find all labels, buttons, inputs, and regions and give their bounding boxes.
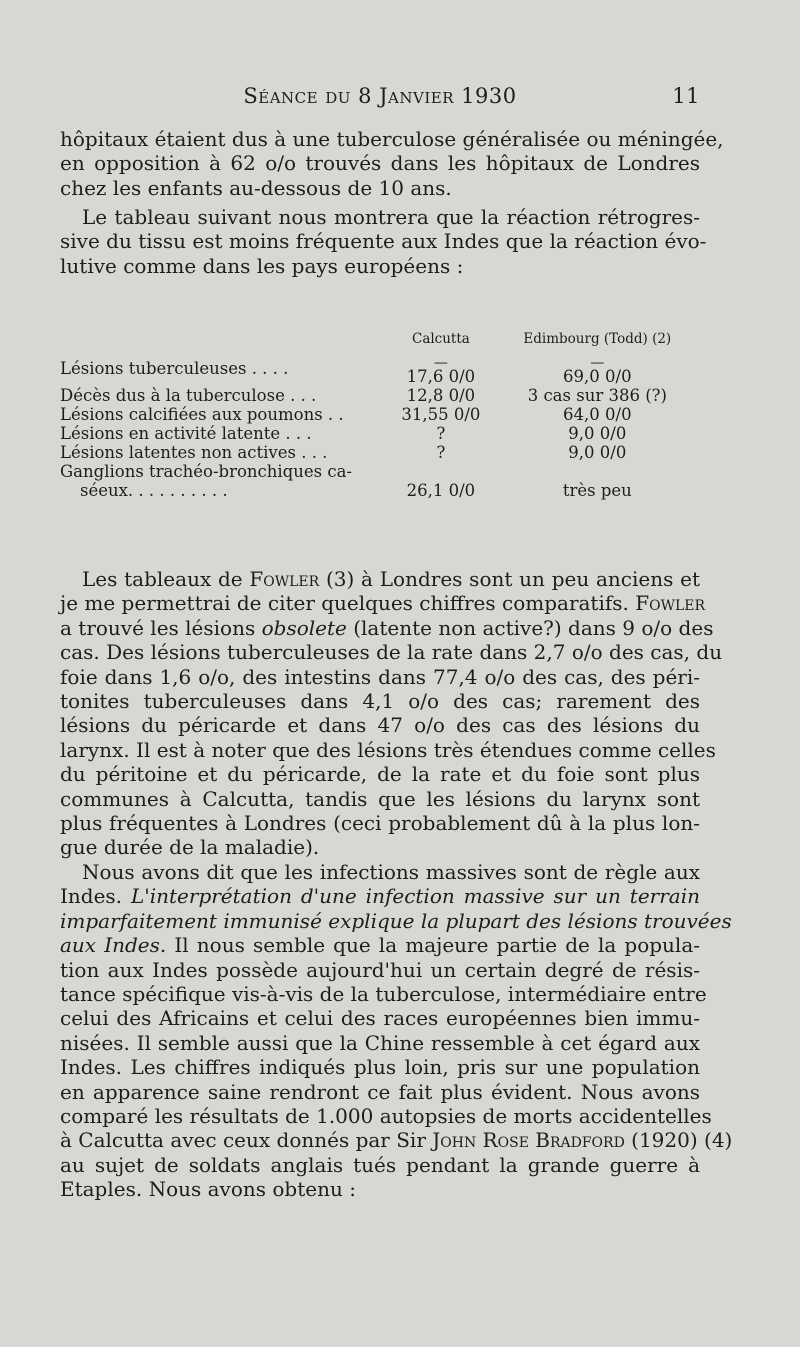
value-edimbourg: 64,0 0/0 (563, 405, 632, 424)
text-run: (1920) (4) (624, 1128, 733, 1153)
row-label: Lésions calcifiées aux poumons . . (60, 405, 344, 424)
paragraph-1 (60, 127, 724, 200)
text-line (60, 591, 706, 616)
value-calcutta (387, 462, 494, 481)
paragraph-3 (60, 567, 723, 860)
table-row (60, 462, 700, 481)
text-line: en apparence saine rendront ce fait plus évident. Nous avons (60, 1079, 700, 1104)
text-line: larynx. Il est à noter que des lésions très étendues comme celles (60, 737, 716, 762)
running-title: Séance du 8 Janvier 1930 (243, 84, 517, 108)
text-line: Indes. Les chiffres indiqués plus loin, pris sur une population (60, 1055, 700, 1080)
text-run: Indes. (60, 884, 131, 909)
text-line (60, 884, 700, 908)
value-edimbourg: 9,0 0/0 (568, 424, 627, 443)
row-label: Lésions en activité latente . . . (60, 424, 312, 443)
text-line: communes à Calcutta, tandis que les lésions du larynx sont (60, 786, 700, 811)
table-row (60, 405, 700, 424)
column-header-edimbourg: Edimbourg (Todd) (2) (523, 331, 672, 347)
text-line: nisées. Il semble aussi que la Chine ressemble à cet égard aux (60, 1030, 700, 1055)
row-label: Lésions latentes non actives . . . (60, 443, 328, 462)
value-calcutta: 26,1 0/0 (406, 481, 476, 500)
italic-text: aux Indes. (60, 933, 167, 958)
text-line: comparé les résultats de 1.000 autopsies de morts accidentelles (60, 1104, 712, 1129)
value-edimbourg: 3 cas sur 386 (?) (527, 386, 667, 405)
text-line: en opposition à 62 o/o trouvés dans les hôpitaux de Londres (60, 151, 700, 176)
text-line: au sujet de soldats anglais tués pendant la grande guerre à (60, 1152, 700, 1177)
text-line: lutive comme dans les pays européens : (60, 253, 464, 278)
value-edimbourg (495, 462, 700, 481)
row-label: Ganglions trachéo-bronchiques ca- (60, 462, 353, 481)
text-run: à Calcutta avec ceux donnés par Sir (60, 1128, 433, 1153)
text-line (60, 615, 714, 640)
page-number: 11 (672, 84, 700, 108)
text-line: tonites tuberculeuses dans 4,1 o/o des cas; rarement des (60, 689, 700, 714)
value-calcutta: 17,6 0/0 (406, 367, 476, 386)
text-line: imparfaitement immunisé explique la plupart des lésions trouvées (60, 908, 732, 933)
text-line: gue durée de la maladie). (60, 835, 320, 860)
text-line (60, 933, 700, 957)
text-line (60, 567, 700, 591)
dash-edimbourg: — (590, 355, 605, 371)
text-line: Le tableau suivant nous montrera que la réaction rétrogres- (82, 205, 700, 229)
value-calcutta: ? (436, 424, 446, 443)
paragraph-2 (60, 205, 707, 278)
text-run: je me permettrai de citer quelques chiffres comparatifs. (60, 591, 636, 616)
text-line (60, 1128, 733, 1153)
author-name: Fowler (635, 591, 706, 616)
value-edimbourg: 9,0 0/0 (568, 443, 627, 462)
table-row (60, 481, 700, 500)
italic-term: obsolete (261, 615, 347, 640)
text-line: du péritoine et du péricarde, de la rate et du foie sont plus (60, 762, 700, 787)
value-calcutta: 12,8 0/0 (406, 386, 476, 405)
table-row (60, 359, 700, 386)
text-line: plus fréquentes à Londres (ceci probablement dû à la plus lon- (60, 811, 700, 836)
text-line: sive du tissu est moins fréquente aux Indes que la réaction évo- (60, 229, 707, 254)
italic-text: L'interprétation d'une infection massive sur un terrain (130, 884, 700, 909)
value-edimbourg: 69,0 0/0 (563, 367, 632, 386)
row-label: séeux. . . . . . . . . . (80, 481, 228, 500)
text-run: (3) à Londres sont un peu anciens et (319, 567, 700, 591)
text-line: hôpitaux étaient dus à une tuberculose généralisée ou méningée, (60, 127, 724, 151)
text-line: celui des Africains et celui des races européennes bien immu- (60, 1006, 700, 1031)
table-row (60, 386, 700, 405)
dash-calcutta: — (433, 355, 448, 371)
value-calcutta: 31,55 0/0 (401, 405, 481, 424)
text-line: Nous avons dit que les infections massives sont de règle aux (82, 860, 700, 884)
column-header-calcutta: Calcutta (411, 331, 470, 347)
row-label: Décès dus à la tuberculose . . . (60, 386, 317, 405)
text-line: Etaples. Nous avons obtenu : (60, 1177, 356, 1202)
table-row (60, 443, 700, 462)
text-line: lésions du péricarde et dans 47 o/o des cas des lésions du (60, 713, 700, 738)
text-run: (latente non active?) dans 9 o/o des (346, 615, 714, 640)
value-edimbourg: très peu (562, 481, 632, 500)
table-row (60, 424, 700, 443)
author-name: Fowler (249, 567, 320, 591)
paragraph-4 (60, 860, 733, 1202)
row-label: Lésions tuberculeuses . . . . (60, 359, 289, 378)
author-name: John Rose Bradford (432, 1128, 625, 1153)
text-run: Les tableaux de (82, 567, 250, 591)
text-run: Il nous semble que la majeure partie de la popula- (166, 933, 701, 958)
text-line: tance spécifique vis-à-vis de la tuberculose, intermédiaire entre (60, 982, 707, 1007)
table-header-row (60, 330, 700, 359)
text-line: foie dans 1,6 o/o, des intestins dans 77,4 o/o des cas, des péri- (60, 664, 700, 689)
lesions-table (60, 330, 700, 500)
text-line: tion aux Indes possède aujourd'hui un certain degré de résis- (60, 957, 700, 982)
text-line: chez les enfants au-dessous de 10 ans. (60, 175, 452, 200)
text-run: a trouvé les lésions (60, 615, 262, 640)
value-calcutta: ? (436, 443, 446, 462)
text-line: cas. Des lésions tuberculeuses de la rate dans 2,7 o/o des cas, du (60, 640, 723, 665)
